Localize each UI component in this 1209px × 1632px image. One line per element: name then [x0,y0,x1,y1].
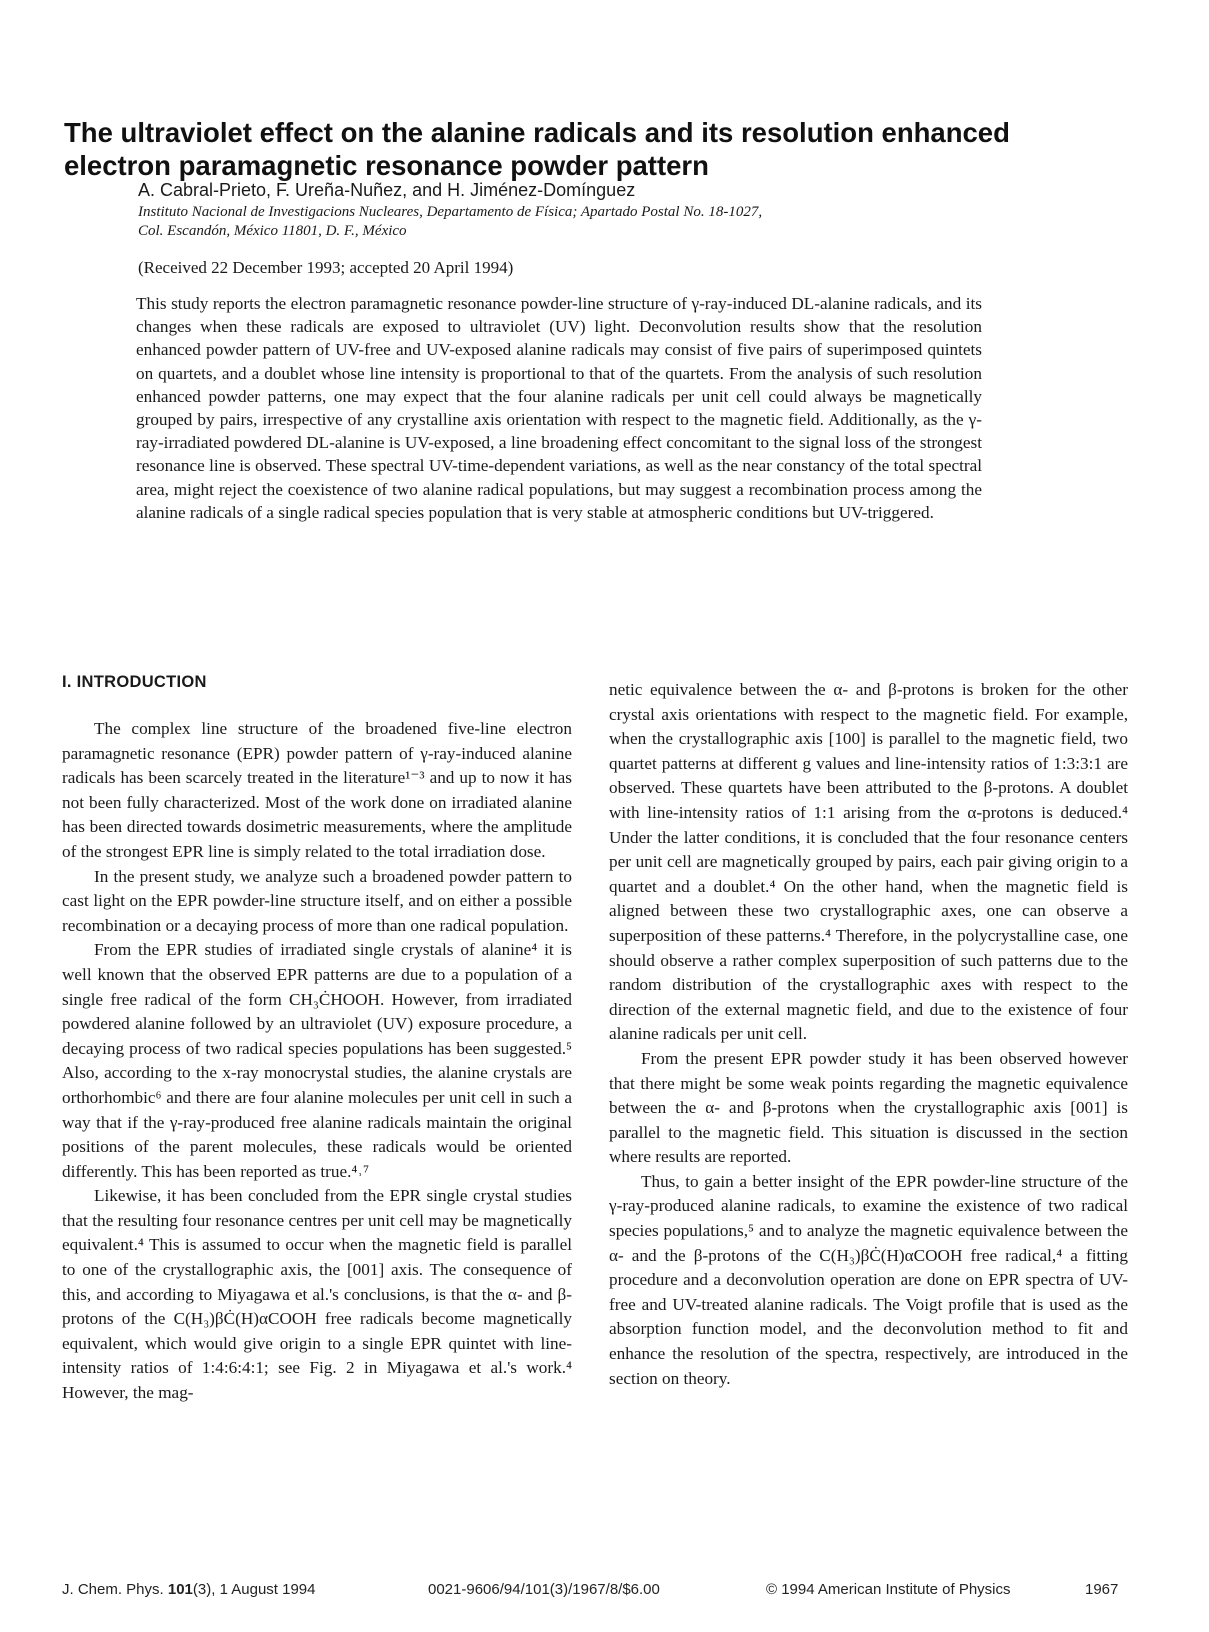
abstract: This study reports the electron paramagnetic resonance powder-line structure of γ-ray-induced DL-alanine radicals, and its changes when these radicals are exposed to ultraviolet (UV) light. Deconvolution results show that the resolution enhanced powder pattern of UV-free and UV-exposed alanine radicals may consist of five pairs of superimposed quintets on quartets, and a doublet whose line intensity is proportional to that of the quartets. From the analysis of such resolution enhanced powder patterns, one may expect that the four alanine radicals per unit cell could always be magnetically grouped by pairs, irrespective of any crystalline axis orientation with respect to the magnetic field. Additionally, as the γ-ray-irradiated powdered DL-alanine is UV-exposed, a line broadening effect concomitant to the signal loss of the strongest resonance line is observed. These spectral UV-time-dependent variations, as well as the near constancy of the total spectral area, might reject the coexistence of two alanine radical populations, but may suggest a recombination process among the alanine radicals of a single radical species population that is very stable at atmospheric conditions but UV-triggered. [136,294,982,522]
footer-article-code: 0021-9606/94/101(3)/1967/8/$6.00 [428,1581,660,1598]
left-column [62,717,572,1406]
paragraph: Thus, to gain a better insight of the EPR powder-line structure of the γ-ray-produced alanine radicals, to examine the existence of two radical species populations,⁵ and to analyze the magnetic equivalence between the α- and the β-protons of the C(H₃)βĊ(H)αCOOH free radical,⁴ a fitting procedure and a deconvolution operation are done on EPR spectra of UV-free and UV-treated alanine radicals. The Voigt profile that is used as the absorption function model, and the deconvolution method to fit and enhance the resolution of the spectra, respectively, are introduced in the section on theory. [609,1171,1128,1388]
footer-page-number: 1967 [1085,1581,1119,1598]
paragraph: In the present study, we analyze such a broadened powder pattern to cast light on the EPR powder-line structure itself, and on either a possible recombination or a decaying process of more than one radical population. [62,866,572,935]
right-column [609,678,1128,1391]
received-dates: (Received 22 December 1993; accepted 20 April 1994) [138,258,514,277]
paper-title: The ultraviolet effect on the alanine radicals and its resolution enhanced electron paramagnetic resonance powder pattern [64,117,1010,182]
footer-copyright: © 1994 American Institute of Physics [766,1581,1011,1598]
affiliation [138,203,1038,241]
footer-volume: 101 [167,1581,193,1598]
footer-journal-name: J. Chem. Phys. [62,1581,164,1598]
section-heading-introduction: I. INTRODUCTION [62,673,207,691]
paragraph: netic equivalence between the α- and β-protons is broken for the other crystal axis orientations with respect to the magnetic field. For example, when the crystallographic axis [100] is parallel to the magnetic field, two quartet patterns at different g values and line-intensity ratios of 1:3:3:1 are observed. These quartets have been attributed to the β-protons. A doublet with line-intensity ratios of 1:1 arising from the α-protons is deduced.⁴ Under the latter conditions, it is concluded that the four resonance centers per unit cell are magnetically grouped by pairs, each pair giving origin to a quartet and a doublet.⁴ On the other hand, when the magnetic field is aligned between these two crystallographic axes, one can observe a superposition of these patterns.⁴ Therefore, in the polycrystalline case, one should observe a rather complex superposition of such patterns due to the random distribution of the crystallographic axes with respect to the direction of the external magnetic field, and due to the existence of four alanine radicals per unit cell. [609,680,1128,1044]
paragraph: From the EPR studies of irradiated single crystals of alanine⁴ it is well known that the observed EPR patterns are due to a population of a single free radical of the form CH₃ĊHOOH. However, from irradiated powdered alanine followed by an ultraviolet (UV) exposure procedure, a decaying process of two radical species populations has been suggested.⁵ Also, according to the x-ray monocrystal studies, the alanine crystals are orthorhombic⁶ and there are four alanine molecules per unit cell in such a way that if the γ-ray-produced free alanine radicals maintain the original positions of the parent molecules, these radicals would be oriented differently. This has been reported as true.⁴˒⁷ [62,940,572,1181]
footer-journal-citation [62,1581,316,1601]
paragraph: Likewise, it has been concluded from the EPR single crystal studies that the resulting four resonance centres per unit cell may be magnetically equivalent.⁴ This is assumed to occur when the magnetic field is parallel to one of the crystallographic axis, the [001] axis. The consequence of this, and according to Miyagawa et al.'s conclusions, is that the α- and β-protons of the C(H₃)βĊ(H)αCOOH free radicals become magnetically equivalent, which would give origin to a single EPR quintet with line-intensity ratios of 1:4:6:4:1; see Fig. 2 in Miyagawa et al.'s work.⁴ However, the mag- [62,1186,572,1403]
footer-issue-date: (3), 1 August 1994 [192,1581,316,1598]
paragraph: From the present EPR powder study it has been observed however that there might be some weak points regarding the magnetic equivalence between the α- and β-protons when the crystallographic axis [001] is parallel to the magnetic field. This situation is discussed in the section where results are reported. [609,1048,1128,1167]
author-list: A. Cabral-Prieto, F. Ureña-Nuñez, and H. Jiménez-Domínguez [138,180,636,200]
paragraph: The complex line structure of the broadened five-line electron paramagnetic resonance (EPR) powder pattern of γ-ray-induced alanine radicals has been scarcely treated in the literature¹⁻³ and up to now it has not been fully characterized. Most of the work done on irradiated alanine has been directed towards dosimetric measurements, where the amplitude of the strongest EPR line is simply related to the total irradiation dose. [62,719,572,861]
affiliation-line-2: Col. Escandón, México 11801, D. F., México [138,223,407,239]
affiliation-line-1: Instituto Nacional de Investigacions Nucleares, Departamento de Física; Apartado Postal No. 18-1027, [138,204,763,220]
